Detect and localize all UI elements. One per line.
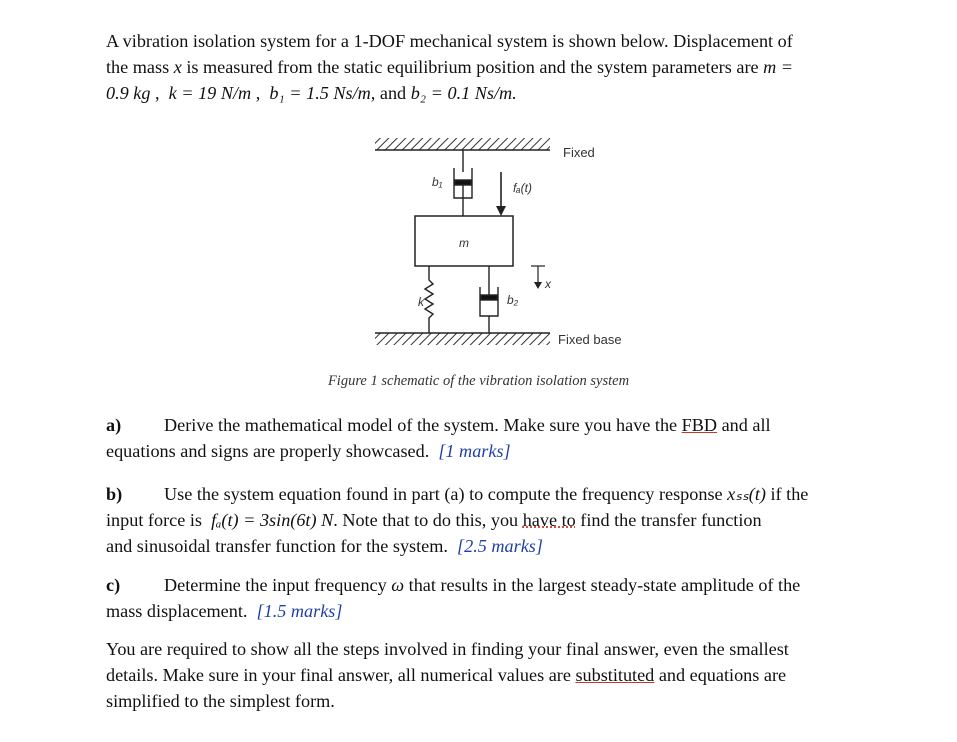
fbd-term: FBD bbox=[681, 415, 718, 435]
question-a-text: equations and signs are properly showcased. bbox=[106, 441, 430, 461]
question-b-text: find the transfer function bbox=[575, 510, 762, 530]
fixed-label: Fixed bbox=[563, 145, 595, 160]
b1-label: b₁ bbox=[432, 175, 443, 189]
intro-line-1: A vibration isolation system for a 1-DOF mechanical system is shown below. Displacement of bbox=[106, 31, 793, 51]
instructions bbox=[106, 636, 881, 714]
question-b-text: and sinusoidal transfer function for the system. bbox=[106, 536, 448, 556]
intro-var-m: m = bbox=[763, 57, 794, 77]
question-b-label: b) bbox=[106, 484, 123, 504]
question-a-marks: [1 marks] bbox=[438, 441, 511, 461]
question-c bbox=[106, 572, 881, 624]
figure-caption: Figure 1 schematic of the vibration isolation system bbox=[327, 373, 630, 389]
input-force-expression: fₐ(t) = 3sin(6t) N bbox=[211, 510, 334, 530]
question-a-text: Derive the mathematical model of the system. Make sure you have the bbox=[164, 415, 682, 435]
question-c-label: c) bbox=[106, 575, 121, 595]
fixed-base-label: Fixed base bbox=[558, 332, 622, 347]
question-b-marks: [2.5 marks] bbox=[457, 536, 543, 556]
x-label: x bbox=[545, 277, 551, 291]
question-c-marks: [1.5 marks] bbox=[256, 601, 343, 621]
question-c-text: that results in the largest steady-state amplitude of the bbox=[404, 575, 801, 595]
substituted-term: substituted bbox=[575, 665, 655, 685]
question-b-text: Use the system equation found in part (a) to compute the frequency response bbox=[164, 484, 728, 504]
displacement-indicator bbox=[531, 266, 545, 289]
have-to-term: have to bbox=[522, 510, 576, 530]
instructions-line: simplified to the simplest form. bbox=[106, 691, 335, 711]
question-b-text: if the bbox=[765, 484, 809, 504]
param-stiffness: k = 19 N/m bbox=[168, 83, 252, 103]
instructions-text: and equations are bbox=[654, 665, 787, 685]
mass-label: m bbox=[459, 236, 469, 250]
question-b-text: input force is bbox=[106, 510, 207, 530]
force-label: fₐ(t) bbox=[513, 181, 532, 195]
intro-text: and bbox=[379, 83, 407, 103]
fixed-base bbox=[375, 333, 550, 345]
instructions-text: details. Make sure in your final answer, all numerical values are bbox=[106, 665, 576, 685]
question-b-text: . Note that to do this, you bbox=[333, 510, 523, 530]
question-c-text: mass displacement. bbox=[106, 601, 248, 621]
b2-label: b₂ bbox=[507, 293, 519, 307]
force-arrow bbox=[496, 172, 506, 216]
intro-line-3: 0.9 kg , k = 19 N/m , b₁ = 1.5 Ns/m, and b₂ = 0.1 Ns/m. bbox=[106, 83, 517, 103]
fixed-ceiling bbox=[375, 138, 550, 150]
question-a-text: and all bbox=[717, 415, 771, 435]
param-b2: b₂ = 0.1 Ns/m. bbox=[410, 83, 517, 103]
k-label: k bbox=[418, 295, 424, 309]
frequency-response-symbol: xₛₛ(t) bbox=[727, 484, 766, 504]
param-mass: 0.9 kg bbox=[106, 83, 151, 103]
intro-var-x: x bbox=[173, 57, 182, 77]
question-b bbox=[106, 481, 881, 559]
intro-text: the mass bbox=[106, 57, 174, 77]
damper-b2 bbox=[480, 266, 498, 333]
param-b1: b₁ = 1.5 Ns/m, bbox=[269, 83, 376, 103]
omega-symbol: ω bbox=[391, 575, 405, 595]
instructions-line: You are required to show all the steps involved in finding your final answer, even the smallest bbox=[106, 639, 789, 659]
damper-b1 bbox=[454, 150, 472, 216]
spring-k bbox=[425, 266, 433, 333]
question-a-label: a) bbox=[106, 415, 122, 435]
question-a bbox=[106, 412, 881, 464]
intro-text: is measured from the static equilibrium position and the system parameters are bbox=[181, 57, 764, 77]
question-c-text: Determine the input frequency bbox=[164, 575, 392, 595]
